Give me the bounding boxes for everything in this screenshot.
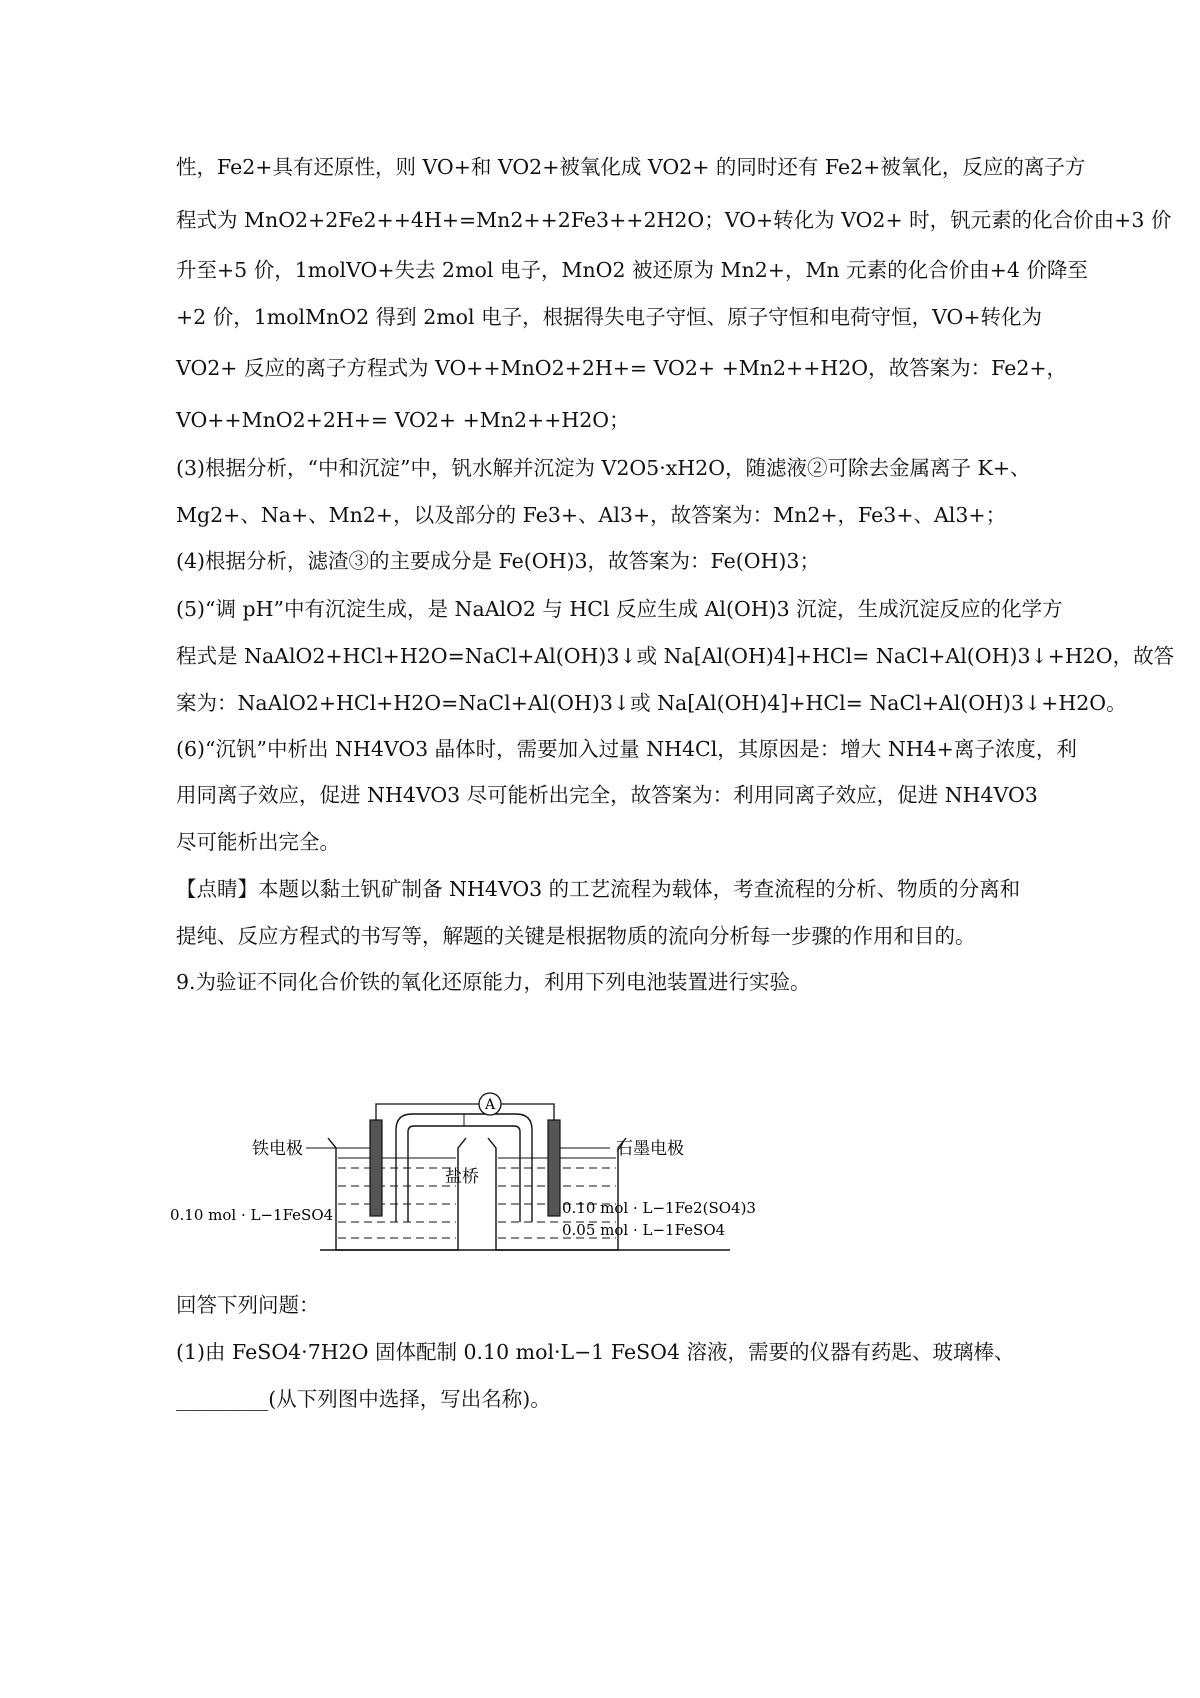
text-line: (6)“沉钒”中析出 NH4VO3 晶体时，需要加入过量 NH4Cl，其原因是：增大 NH4+离子浓度，利	[176, 737, 1077, 761]
text-line: Mg2+、Na+、Mn2+，以及部分的 Fe3+、Al3+，故答案为：Mn2+，Fe3+、Al3+；	[176, 503, 1007, 527]
question-part-1: (1)由 FeSO4·7H2O 固体配制 0.10 mol·L−1 FeSO4 溶液，需要的仪器有药匙、玻璃棒、	[176, 1340, 1015, 1364]
iron-electrode	[370, 1120, 382, 1216]
text-line: 用同离子效应，促进 NH4VO3 尽可能析出完全，故答案为：利用同离子效应，促进 NH4VO3	[176, 783, 1038, 807]
graphite-electrode	[548, 1120, 560, 1216]
text-line: 升至+5 价，1molVO+失去 2mol 电子，MnO2 被还原为 Mn2+，Mn 元素的化合价由+4 价降至	[176, 258, 1088, 282]
text-line: 程式为 MnO2+2Fe2++4H+=Mn2++2Fe3++2H2O；VO+转化为 VO2+ 时，钒元素的化合价由+3 价	[176, 208, 1172, 232]
text-line: 性，Fe2+具有还原性，则 VO+和 VO2+被氧化成 VO2+ 的同时还有 Fe2+被氧化，反应的离子方	[176, 155, 1086, 179]
left-solution-label: 0.10 mol · L−1FeSO4	[170, 1206, 334, 1224]
answer-blank-line: _________(从下列图中选择，写出名称)。	[176, 1387, 551, 1411]
text-line: (3)根据分析，“中和沉淀”中，钒水解并沉淀为 V2O5·xH2O，随滤液②可除去金属离子 K+、	[176, 456, 1031, 480]
right-solution-label-1: 0.10 mol · L−1Fe2(SO4)3	[562, 1199, 756, 1217]
text-line: 回答下列问题：	[176, 1293, 320, 1317]
text-line: +2 价，1molMnO2 得到 2mol 电子，根据得失电子守恒、原子守恒和电荷守恒，VO+转化为	[176, 305, 1043, 329]
ammeter-label: A	[484, 1097, 496, 1113]
text-line: (4)根据分析，滤渣③的主要成分是 Fe(OH)3，故答案为：Fe(OH)3；	[176, 549, 820, 573]
right-electrode-label: 石墨电极	[616, 1139, 684, 1159]
question-heading: 9.为验证不同化合价铁的氧化还原能力，利用下列电池装置进行实验。	[176, 970, 811, 994]
left-solution-level	[338, 1168, 456, 1238]
left-electrode-label: 铁电极	[252, 1139, 303, 1159]
right-solution-label-2: 0.05 mol · L−1FeSO4	[562, 1221, 726, 1239]
text-line: 尽可能析出完全。	[176, 830, 340, 854]
text-line: VO++MnO2+2H+= VO2+ +Mn2++H2O；	[176, 408, 630, 432]
text-line: 程式是 NaAlO2+HCl+H2O=NaCl+Al(OH)3↓或 Na[Al(OH)4]+HCl= NaCl+Al(OH)3↓+H2O，故答	[176, 644, 1175, 668]
text-line: 【点睛】本题以黏土钒矿制备 NH4VO3 的工艺流程为载体，考查流程的分析、物质的分离和	[176, 877, 1021, 901]
text-line: VO2+ 反应的离子方程式为 VO++MnO2+2H+= VO2+ +Mn2++H2O，故答案为：Fe2+，	[176, 356, 1068, 380]
left-beaker	[328, 1138, 466, 1250]
text-line: (5)“调 pH”中有沉淀生成，是 NaAlO2 与 HCl 反应生成 Al(OH)3 沉淀，生成沉淀反应的化学方	[176, 597, 1063, 621]
text-line: 案为：NaAlO2+HCl+H2O=NaCl+Al(OH)3↓或 Na[Al(OH)4]+HCl= NaCl+Al(OH)3↓+H2O。	[176, 691, 1127, 715]
text-line: 提纯、反应方程式的书写等，解题的关键是根据物质的流向分析每一步骤的作用和目的。	[176, 924, 976, 948]
galvanic-cell-diagram	[170, 1090, 810, 1270]
salt-bridge-label: 盐桥	[445, 1167, 479, 1187]
